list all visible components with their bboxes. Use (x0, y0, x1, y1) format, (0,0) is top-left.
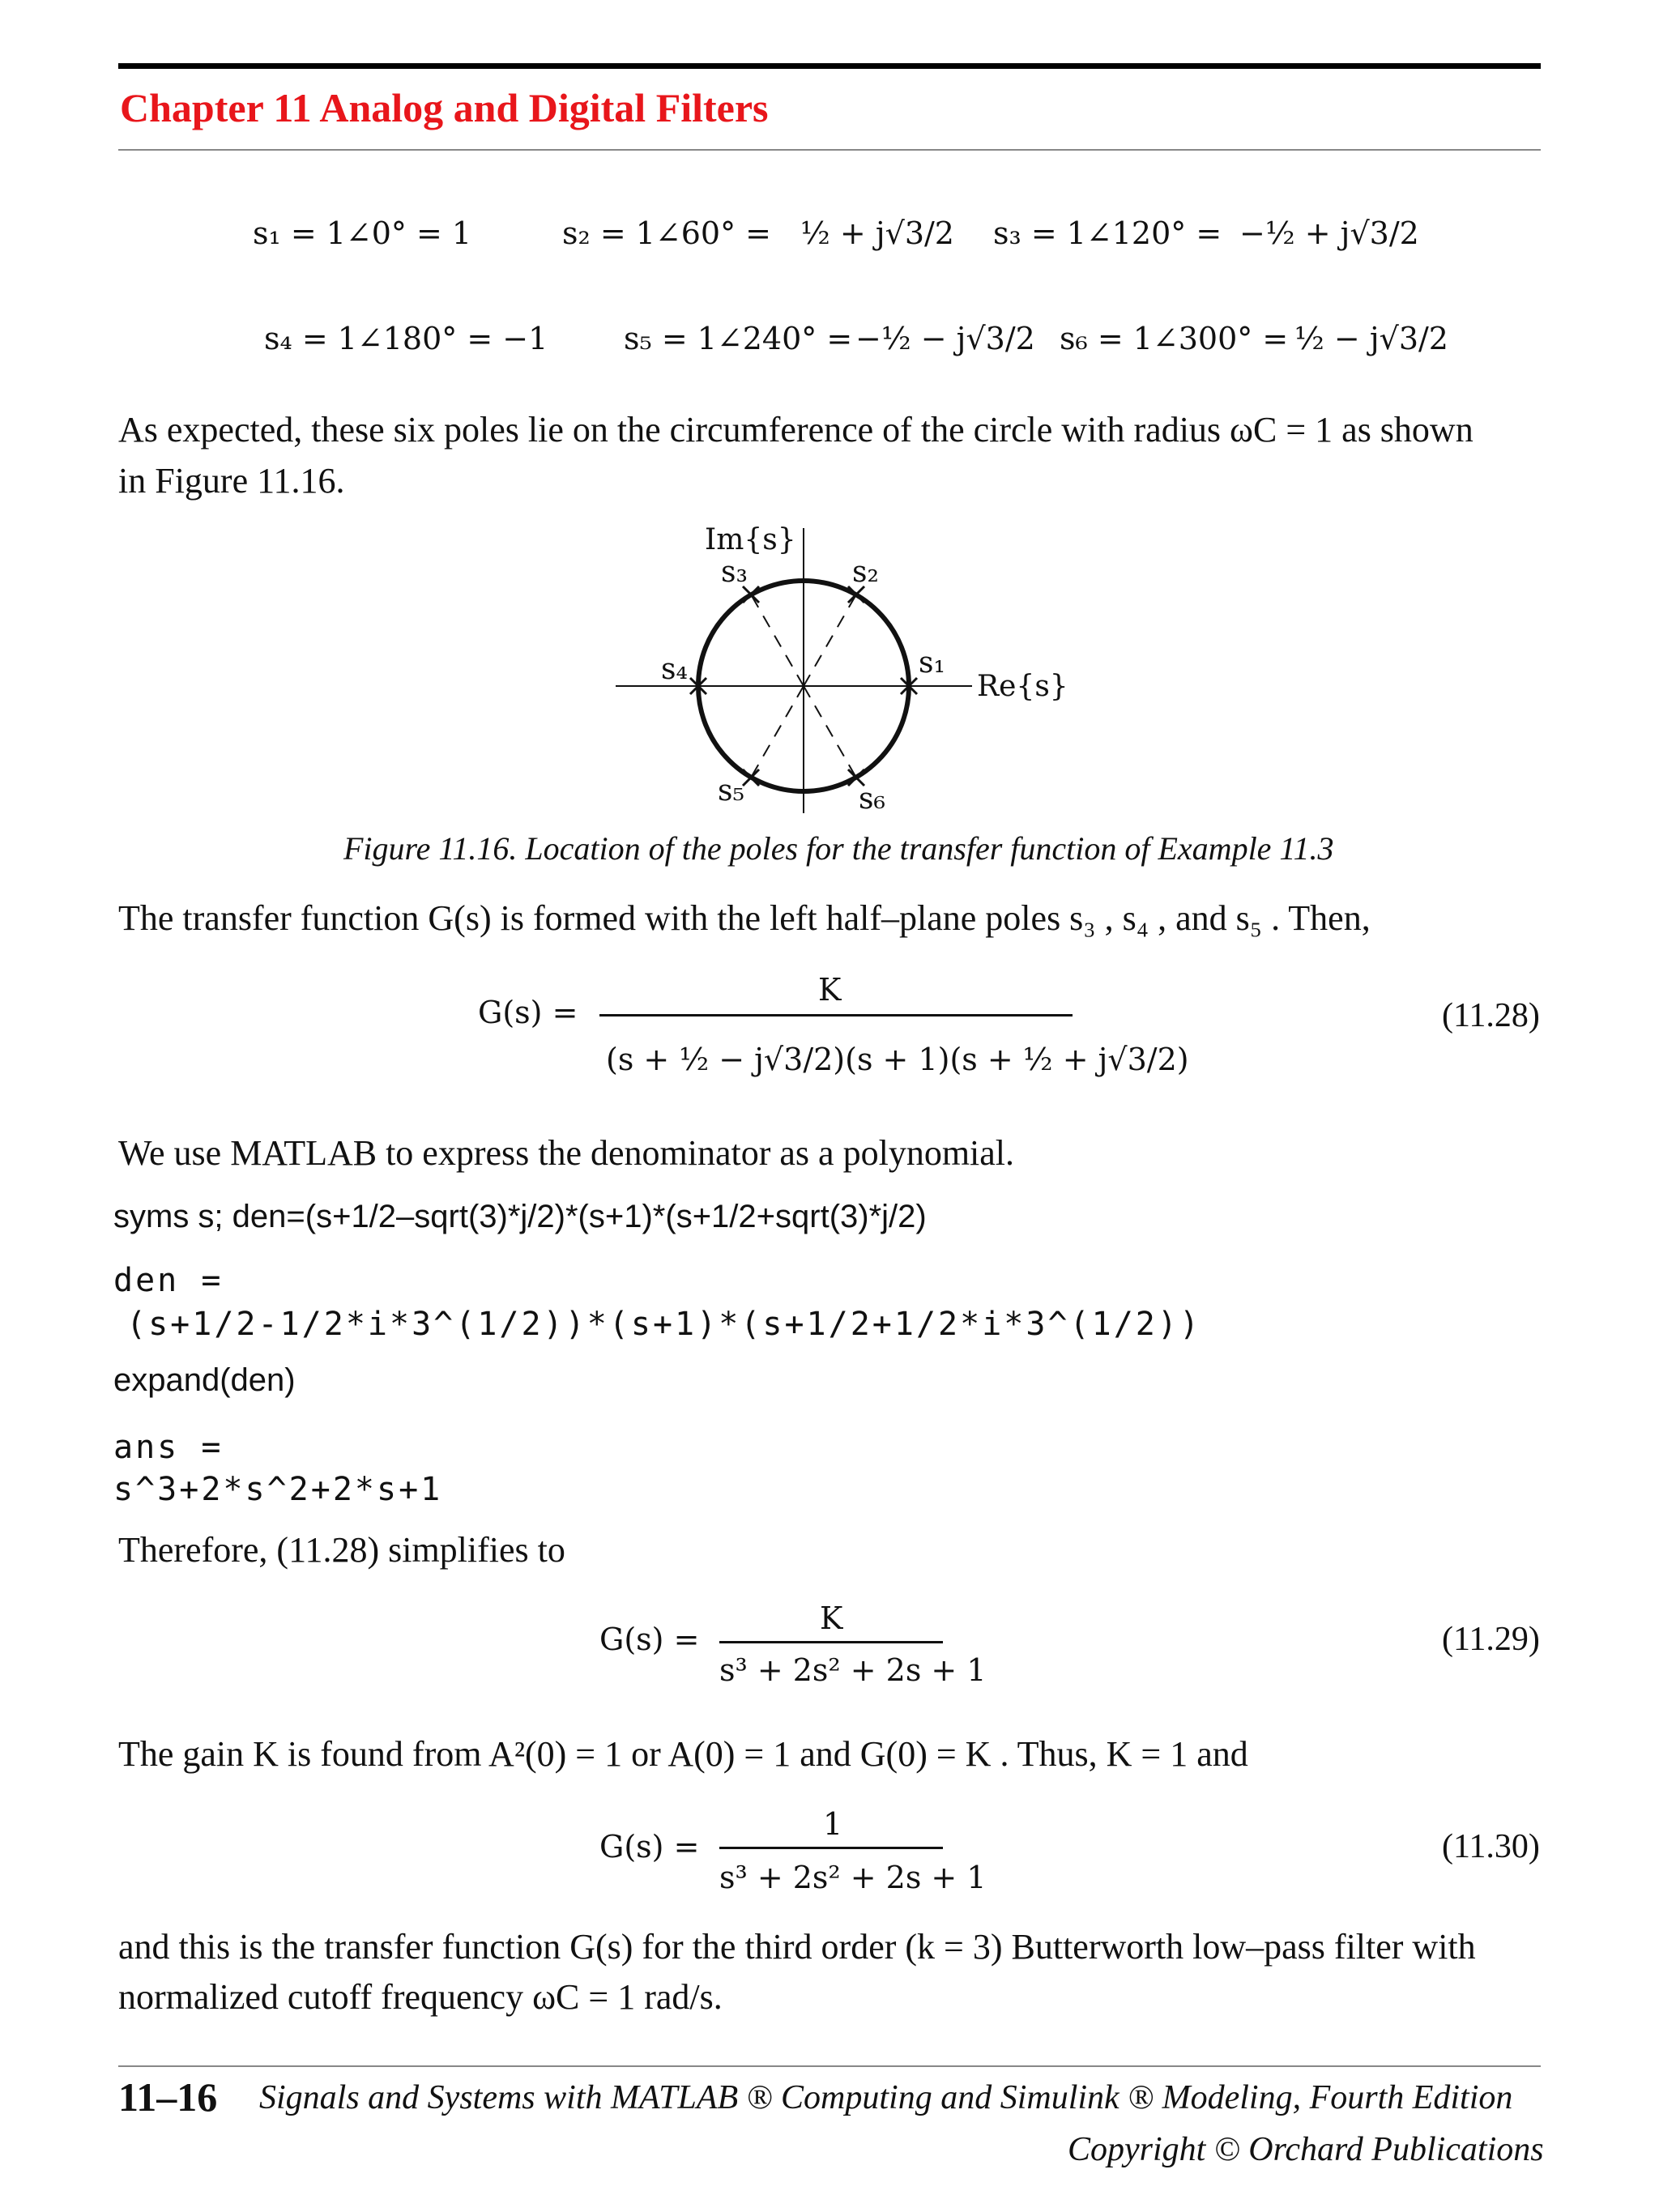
re-axis-label: Re{s} (977, 670, 1068, 703)
eq-11-29-fraction-bar (719, 1641, 943, 1643)
paragraph-simplifies: Therefore, (11.28) simplifies to (118, 1530, 565, 1570)
eq-11-28-denominator: (s + ½ − j√3/2)(s + 1)(s + ½ + j√3/2) (606, 1042, 1189, 1077)
pole-s2: s₂ = 1∠60° = (562, 215, 772, 251)
eq-11-28-numerator: K (818, 972, 842, 1008)
paragraph-butterworth-line2: normalized cutoff frequency ωC = 1 rad/s. (118, 1977, 723, 2017)
paragraph-gain: The gain K is found from A²(0) = 1 or A(0) = 1 and G(0) = K . Thus, K = 1 and (118, 1734, 1248, 1774)
pole-s6: s₆ = 1∠300° = (1060, 321, 1289, 356)
eq-11-29-numerator: K (820, 1600, 843, 1636)
chapter-title: Chapter 11 Analog and Digital Filters (120, 85, 769, 130)
paragraph-transfer-function: The transfer function G(s) is formed with the left half–plane poles s₃ , s₄ , and s₅ . Then, (118, 898, 1371, 938)
label-s5: s₅ (718, 774, 744, 808)
eq-11-28-fraction-bar (599, 1014, 1073, 1016)
label-s1: s₁ (919, 646, 945, 680)
pole-s3-value: −½ + j√3/2 (1239, 215, 1419, 251)
matlab-output-ans-label: ans = (113, 1429, 224, 1466)
eq-11-28-lhs: G(s) = (478, 995, 578, 1030)
eq-11-30-number: (11.30) (1442, 1828, 1540, 1865)
pole-s4: s₄ = 1∠180° = −1 (264, 321, 548, 356)
eq-11-29-lhs: G(s) = (599, 1622, 700, 1657)
im-axis-label: Im{s} (705, 523, 796, 556)
eq-11-30-lhs: G(s) = (599, 1829, 700, 1865)
footer-divider (118, 2065, 1541, 2067)
paragraph-matlab-intro: We use MATLAB to express the denominator as a polynomial. (118, 1133, 1015, 1173)
pole-s6-value: ½ − j√3/2 (1294, 321, 1448, 356)
pole-s3: s₃ = 1∠120° = (993, 215, 1222, 251)
matlab-output-den-label: den = (113, 1262, 224, 1299)
paragraph-poles-circle-line1: As expected, these six poles lie on the circumference of the circle with radius ωC = 1 as shown (118, 410, 1473, 450)
eq-11-29-number: (11.29) (1442, 1621, 1540, 1658)
label-s3: s₃ (721, 556, 748, 589)
header-rule (118, 63, 1541, 69)
matlab-command-syms: syms s; den=(s+1/2–sqrt(3)*j/2)*(s+1)*(s+1/2+sqrt(3)*j/2) (113, 1199, 927, 1234)
eq-11-30-numerator: 1 (823, 1806, 843, 1842)
matlab-output-ans-value: s^3+2*s^2+2*s+1 (113, 1471, 443, 1508)
paragraph-poles-circle-line2: in Figure 11.16. (118, 461, 345, 501)
matlab-command-expand: expand(den) (113, 1362, 296, 1398)
pole-location-figure (616, 518, 1069, 826)
header-divider (118, 149, 1541, 151)
matlab-output-den-value: (s+1/2-1/2*i*3^(1/2))*(s+1)*(s+1/2+1/2*i*3^(1/2)) (126, 1306, 1202, 1343)
paragraph-butterworth-line1: and this is the transfer function G(s) for the third order (k = 3) Butterworth low–pass filter with (118, 1927, 1476, 1967)
copyright-notice: Copyright © Orchard Publications (1068, 2131, 1544, 2168)
pole-s5: s₅ = 1∠240° = (624, 321, 853, 356)
book-title: Signals and Systems with MATLAB ® Computing and Simulink ® Modeling, Fourth Edition (259, 2079, 1513, 2116)
eq-11-29-denominator: s³ + 2s² + 2s + 1 (719, 1652, 987, 1688)
label-s2: s₂ (852, 556, 879, 589)
page-number: 11–16 (118, 2074, 218, 2120)
eq-11-30-fraction-bar (719, 1847, 943, 1849)
pole-s2-value: ½ + j√3/2 (800, 215, 954, 251)
pole-s1: s₁ = 1∠0° = 1 (253, 215, 472, 251)
eq-11-30-denominator: s³ + 2s² + 2s + 1 (719, 1860, 987, 1895)
pole-s5-value: −½ − j√3/2 (855, 321, 1035, 356)
figure-caption: Figure 11.16. Location of the poles for the transfer function of Example 11.3 (343, 830, 1334, 867)
label-s4: s₄ (661, 653, 688, 686)
label-s6: s₆ (859, 782, 885, 816)
eq-11-28-number: (11.28) (1442, 997, 1540, 1034)
